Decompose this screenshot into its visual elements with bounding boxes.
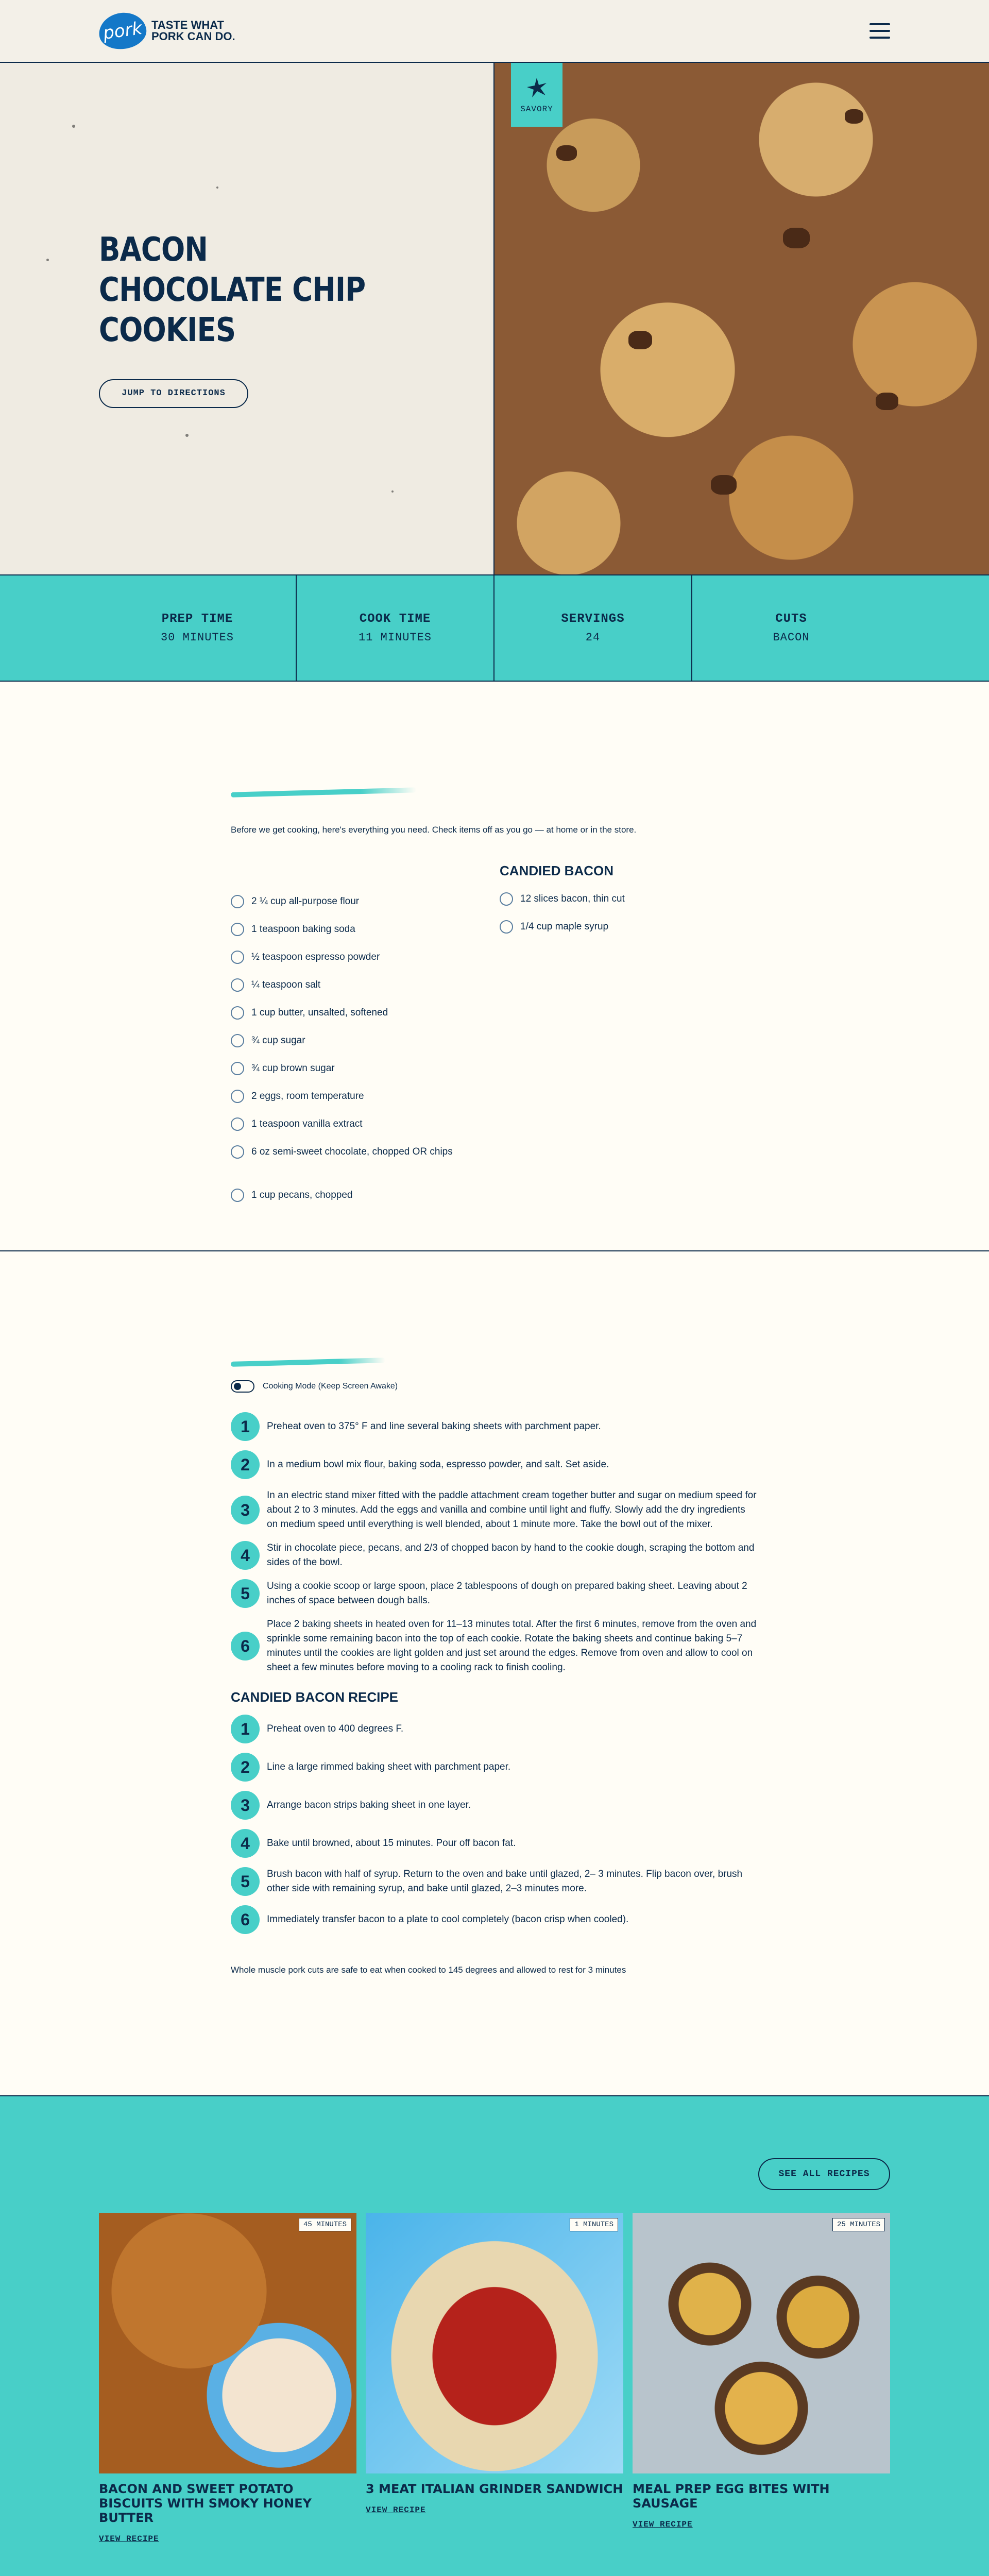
view-recipe-link[interactable]: VIEW RECIPE bbox=[366, 2505, 426, 2515]
cooking-mode-toggle[interactable] bbox=[231, 1380, 254, 1393]
decorative-speck bbox=[391, 490, 394, 493]
directions-section bbox=[0, 1251, 989, 2096]
stat-value: 30 MINUTES bbox=[160, 631, 234, 644]
step-number: 5 bbox=[231, 1579, 260, 1608]
cooking-mode-row bbox=[231, 1380, 758, 1393]
stat-cook-time bbox=[297, 575, 494, 681]
logo-tagline bbox=[151, 20, 235, 42]
step-text: Preheat oven to 375° F and line several baking sheets with parchment paper. bbox=[267, 1421, 601, 1432]
ingredient-label: 1 teaspoon baking soda bbox=[251, 924, 355, 935]
logo-tagline-line1: TASTE WHAT bbox=[151, 19, 224, 31]
step-text: Preheat oven to 400 degrees F. bbox=[267, 1723, 404, 1734]
ingredients-intro: Before we get cooking, here's everything you need. Check items off as you go — at home or in the store. bbox=[231, 825, 637, 835]
recipe-card[interactable] bbox=[366, 2213, 623, 2544]
ingredient-label: 2 eggs, room temperature bbox=[251, 1091, 364, 1101]
ingredient-label: 1 cup butter, unsalted, softened bbox=[251, 1007, 388, 1018]
step-text: In a medium bowl mix flour, baking soda, espresso powder, and salt. Set aside. bbox=[267, 1459, 609, 1470]
cookie-steps-list bbox=[231, 1412, 758, 1675]
stat-prep-time bbox=[99, 575, 297, 681]
step-text: In an electric stand mixer fitted with the paddle attachment cream together butter and sugar on medium speed for about 2 to 3 minutes. Add the eggs and vanilla and combine until light and fluffy. Slowly add the dry ingredients on medium speed until everything is well blended, about 1 minute more. Take the bowl out of the mixer. bbox=[267, 1490, 757, 1530]
ingredient-checkbox[interactable] bbox=[231, 888, 500, 916]
stat-label: COOK TIME bbox=[359, 612, 431, 626]
recipe-time-badge: 45 MINUTES bbox=[299, 2218, 351, 2231]
chocolate-chip bbox=[711, 475, 737, 495]
ingredient-label: 12 slices bacon, thin cut bbox=[520, 893, 625, 904]
ingredient-checkbox[interactable] bbox=[231, 1027, 500, 1055]
step-number: 1 bbox=[231, 1412, 260, 1441]
site-header bbox=[0, 0, 989, 63]
ingredient-checkbox[interactable] bbox=[231, 971, 500, 999]
step-number: 2 bbox=[231, 1450, 260, 1479]
recipe-card-image[interactable] bbox=[366, 2213, 623, 2473]
see-all-row bbox=[99, 2158, 890, 2190]
ingredient-label: 1 cup pecans, chopped bbox=[251, 1190, 353, 1200]
chocolate-chip bbox=[845, 109, 863, 124]
chocolate-chip bbox=[556, 145, 577, 161]
main-ingredients-list bbox=[231, 863, 500, 1209]
ingredients-section bbox=[0, 682, 989, 1251]
stat-value: BACON bbox=[773, 631, 810, 644]
checkbox-circle-icon bbox=[500, 920, 513, 934]
stat-value: 24 bbox=[585, 631, 601, 644]
step-number: 1 bbox=[231, 1715, 260, 1743]
chocolate-chip bbox=[783, 228, 810, 248]
list-item bbox=[231, 1541, 758, 1570]
decorative-speck bbox=[216, 187, 218, 189]
step-text: Place 2 baking sheets in heated oven for 11–13 minutes total. After the first 6 minutes, remove from the oven and sprinkle some remaining bacon into the top of each cookie. Rotate the baking sheets and continue baking 5–7 minutes until the cookies are light golden and just set around the edges. Remove from oven and allow to cool on sheet a few minutes before moving to a cooling rack to finish cooling. bbox=[267, 1619, 757, 1673]
recipe-card-image[interactable] bbox=[633, 2213, 890, 2473]
list-item bbox=[231, 1617, 758, 1675]
menu-bar bbox=[869, 30, 890, 32]
checkbox-circle-icon bbox=[231, 1034, 244, 1047]
ingredient-label: 6 oz semi-sweet chocolate, chopped OR chips bbox=[251, 1146, 453, 1157]
stat-label: PREP TIME bbox=[161, 612, 233, 626]
ingredient-label: ¾ cup brown sugar bbox=[251, 1063, 335, 1074]
step-number: 4 bbox=[231, 1541, 260, 1570]
step-number: 5 bbox=[231, 1867, 260, 1896]
step-number: 6 bbox=[231, 1632, 260, 1660]
step-text: Immediately transfer bacon to a plate to cool completely (bacon crisp when cooled). bbox=[267, 1914, 629, 1925]
pork-logo-mark: pork bbox=[97, 10, 149, 52]
decorative-speck bbox=[46, 259, 49, 261]
list-item bbox=[231, 1488, 758, 1532]
checkbox-circle-icon bbox=[231, 1090, 244, 1103]
ingredient-checkbox[interactable] bbox=[231, 999, 500, 1027]
candied-bacon-heading: CANDIED BACON bbox=[500, 863, 613, 878]
stat-label: SERVINGS bbox=[561, 612, 625, 626]
ingredient-checkbox[interactable] bbox=[231, 916, 500, 943]
list-item bbox=[231, 1715, 758, 1743]
step-number: 4 bbox=[231, 1829, 260, 1858]
view-recipe-link[interactable]: VIEW RECIPE bbox=[99, 2534, 159, 2544]
recipe-card[interactable] bbox=[99, 2213, 356, 2544]
step-text: Using a cookie scoop or large spoon, place 2 tablespoons of dough on prepared baking sheet. Leaving about 2 inches of space between dough balls. bbox=[267, 1581, 747, 1606]
checkbox-circle-icon bbox=[231, 1189, 244, 1202]
pork-logo[interactable] bbox=[99, 13, 235, 49]
stat-label: CUTS bbox=[775, 612, 807, 626]
step-text: Bake until browned, about 15 minutes. Pour off bacon fat. bbox=[267, 1838, 516, 1849]
stat-servings bbox=[494, 575, 692, 681]
recipe-card-title[interactable]: MEAL PREP EGG BITES WITH SAUSAGE bbox=[633, 2482, 830, 2511]
recipe-card-image[interactable] bbox=[99, 2213, 356, 2473]
brush-stroke-divider bbox=[231, 787, 416, 797]
decorative-speck bbox=[72, 125, 75, 128]
ingredient-checkbox[interactable] bbox=[231, 943, 500, 971]
ingredient-checkbox[interactable] bbox=[500, 913, 757, 941]
chocolate-chip bbox=[628, 331, 652, 349]
hero-text-panel bbox=[0, 63, 494, 574]
category-badge bbox=[511, 63, 562, 127]
step-text: Brush bacon with half of syrup. Return to the oven and bake until glazed, 2– 3 minutes. Flip bacon over, brush other side with remaining syrup, and bake until glazed, 2–3 minutes more. bbox=[267, 1869, 743, 1894]
list-item bbox=[231, 1791, 758, 1820]
related-recipes-section bbox=[0, 2096, 989, 2576]
step-number: 3 bbox=[231, 1496, 260, 1524]
hero-image-cookies bbox=[494, 63, 989, 574]
ingredient-checkbox[interactable] bbox=[231, 1181, 500, 1209]
checkbox-circle-icon bbox=[231, 978, 244, 992]
ingredient-checkbox[interactable] bbox=[231, 1082, 500, 1110]
list-item bbox=[231, 1867, 758, 1896]
list-item bbox=[231, 1905, 758, 1934]
list-item bbox=[231, 1450, 758, 1479]
savory-icon bbox=[525, 76, 549, 99]
ingredient-checkbox[interactable] bbox=[500, 885, 757, 913]
recipe-cards bbox=[99, 2213, 890, 2544]
step-text: Line a large rimmed baking sheet with parchment paper. bbox=[267, 1761, 511, 1772]
recipe-card-title[interactable]: 3 MEAT ITALIAN GRINDER SANDWICH bbox=[366, 2482, 623, 2496]
list-item bbox=[231, 1412, 758, 1441]
category-badge-label: SAVORY bbox=[520, 105, 553, 114]
recipe-time-badge: 25 MINUTES bbox=[832, 2218, 885, 2231]
decorative-speck bbox=[185, 434, 189, 437]
candied-bacon-steps-list bbox=[231, 1715, 758, 1934]
chocolate-chip bbox=[876, 393, 898, 410]
hamburger-menu-icon[interactable] bbox=[869, 23, 890, 39]
brush-stroke-divider bbox=[231, 1358, 385, 1367]
step-number: 2 bbox=[231, 1753, 260, 1782]
ingredient-checkbox[interactable] bbox=[231, 1138, 500, 1166]
menu-bar bbox=[869, 23, 890, 25]
ingredient-label: ½ teaspoon espresso powder bbox=[251, 952, 380, 962]
list-item bbox=[231, 1829, 758, 1858]
ingredient-label: 2 ¼ cup all-purpose flour bbox=[251, 896, 360, 907]
logo-tagline-line2: PORK CAN DO. bbox=[151, 30, 235, 43]
recipe-hero bbox=[0, 63, 989, 575]
checkbox-circle-icon bbox=[231, 1145, 244, 1159]
menu-bar bbox=[869, 37, 890, 39]
see-all-recipes-button[interactable]: SEE ALL RECIPES bbox=[758, 2158, 890, 2190]
stat-value: 11 MINUTES bbox=[358, 631, 432, 644]
ingredient-label: ¼ teaspoon salt bbox=[251, 979, 321, 990]
ingredient-label: 1/4 cup maple syrup bbox=[520, 921, 609, 932]
list-item bbox=[231, 1753, 758, 1782]
ingredients-lists bbox=[231, 863, 758, 1209]
recipe-card-title[interactable]: BACON AND SWEET POTATO BISCUITS WITH SMOKY HONEY BUTTER bbox=[99, 2482, 312, 2525]
step-number: 3 bbox=[231, 1791, 260, 1820]
recipe-stats bbox=[0, 575, 989, 682]
ingredient-checkbox[interactable] bbox=[231, 1110, 500, 1138]
step-text: Arrange bacon strips baking sheet in one layer. bbox=[267, 1800, 471, 1810]
list-item bbox=[231, 1579, 758, 1608]
stat-cuts bbox=[692, 575, 890, 681]
checkbox-circle-icon bbox=[231, 1062, 244, 1075]
ingredient-label: ¾ cup sugar bbox=[251, 1035, 305, 1046]
checkbox-circle-icon bbox=[231, 1006, 244, 1020]
checkbox-circle-icon bbox=[231, 923, 244, 936]
candied-bacon-ingredients-list bbox=[500, 863, 757, 1209]
checkbox-circle-icon bbox=[231, 1117, 244, 1131]
list-spacer bbox=[231, 863, 500, 888]
ingredient-label: 1 teaspoon vanilla extract bbox=[251, 1118, 363, 1129]
recipe-title: BACON CHOCOLATE CHIP COOKIES bbox=[99, 230, 366, 349]
recipe-card[interactable] bbox=[633, 2213, 890, 2544]
step-text: Stir in chocolate piece, pecans, and 2/3 of chopped bacon by hand to the cookie dough, scraping the bottom and sides of the bowl. bbox=[267, 1543, 755, 1568]
checkbox-circle-icon bbox=[231, 951, 244, 964]
checkbox-circle-icon bbox=[231, 895, 244, 908]
view-recipe-link[interactable]: VIEW RECIPE bbox=[633, 2520, 693, 2529]
step-number: 6 bbox=[231, 1905, 260, 1934]
food-safety-note: Whole muscle pork cuts are safe to eat when cooked to 145 degrees and allowed to rest for 3 minutes bbox=[231, 1965, 626, 1975]
ingredient-checkbox[interactable] bbox=[231, 1055, 500, 1082]
jump-to-directions-button[interactable]: JUMP TO DIRECTIONS bbox=[99, 379, 248, 408]
recipe-time-badge: 1 MINUTES bbox=[570, 2218, 618, 2231]
checkbox-circle-icon bbox=[500, 892, 513, 906]
candied-bacon-recipe-heading: CANDIED BACON RECIPE bbox=[231, 1689, 399, 1705]
cooking-mode-label: Cooking Mode (Keep Screen Awake) bbox=[263, 1382, 398, 1391]
